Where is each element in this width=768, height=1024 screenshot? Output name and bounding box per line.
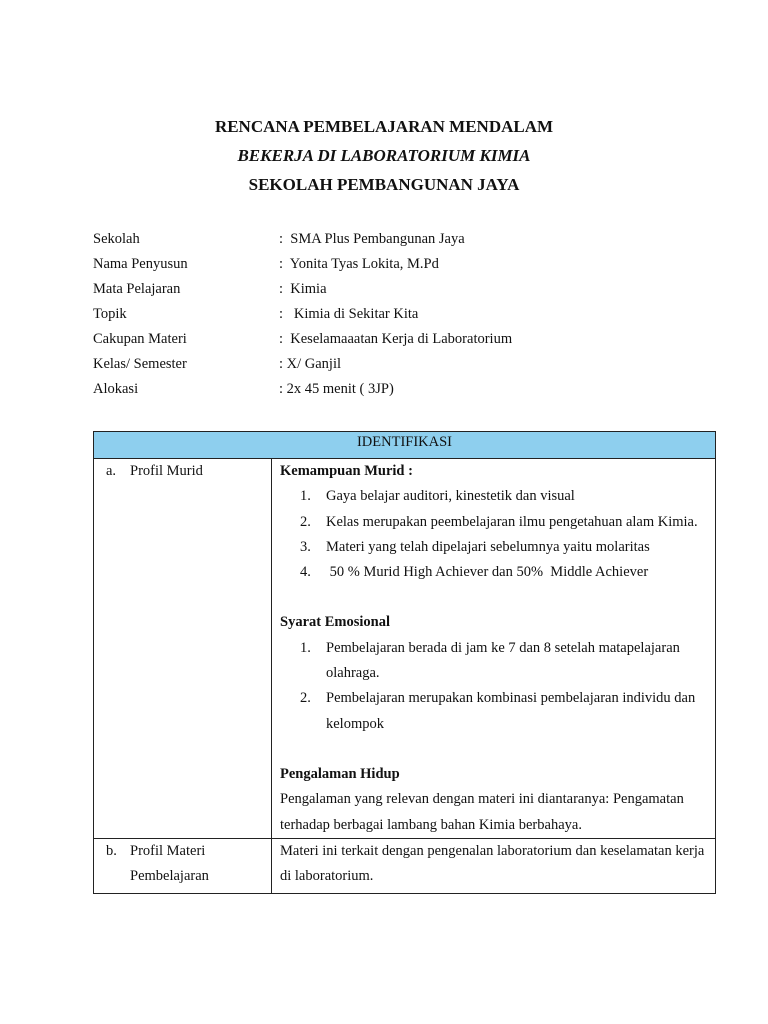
row-content-cell <box>272 459 716 839</box>
table-row <box>94 459 716 839</box>
info-row-kelas <box>93 354 713 379</box>
section-title-kemampuan: Kemampuan Murid : <box>280 463 413 479</box>
document-subtitle: BEKERJA DI LABORATORIUM KIMIA <box>237 146 531 165</box>
row-marker: a. <box>106 463 117 479</box>
info-list <box>93 229 713 404</box>
info-label: Kelas/ Semester <box>93 356 187 372</box>
info-label: Nama Penyusun <box>93 256 188 272</box>
row-marker: b. <box>106 842 117 859</box>
info-value: : Kimia <box>279 281 327 297</box>
row-content-cell <box>272 838 716 894</box>
info-value: : Kimia di Sekitar Kita <box>279 306 419 322</box>
list-item: 2. Pembelajaran merupakan kombinasi pembelajaran individu dan kelompok <box>300 690 696 732</box>
section-title-pengalaman: Pengalaman Hidup <box>280 765 400 782</box>
row-label: Profil Murid <box>130 463 203 479</box>
info-label: Mata Pelajaran <box>93 281 181 297</box>
section-title-emosional: Syarat Emosional <box>280 614 390 631</box>
list-item: 1. Gaya belajar auditori, kinestetik dan visual <box>300 488 575 505</box>
info-label: Cakupan Materi <box>93 331 187 347</box>
kemampuan-list <box>280 484 707 585</box>
info-row-cakupan <box>93 329 713 354</box>
info-row-mapel <box>93 279 713 304</box>
table-header-row <box>94 432 716 459</box>
info-value: : SMA Plus Pembangunan Jaya <box>279 231 465 247</box>
row-label-cell <box>94 838 272 894</box>
info-label: Sekolah <box>93 231 140 247</box>
school-title: SEKOLAH PEMBANGUNAN JAYA <box>248 175 520 194</box>
info-label: Alokasi <box>93 381 139 397</box>
info-value: : 2x 45 menit ( 3JP) <box>279 381 394 397</box>
info-value: : Yonita Tyas Lokita, M.Pd <box>279 256 439 272</box>
info-row-penyusun <box>93 254 713 279</box>
profil-materi-text: Materi ini terkait dengan pengenalan laboratorium dan keselamatan kerja di laboratorium. <box>280 842 705 885</box>
list-item: 4. 50 % Murid High Achiever dan 50% Middle Achiever <box>300 564 649 581</box>
info-row-alokasi <box>93 379 713 404</box>
identifikasi-table <box>93 431 716 894</box>
list-item: 1. Pembelajaran berada di jam ke 7 dan 8 setelah matapelajaran olahraga. <box>300 639 680 682</box>
pengalaman-text: Pengalaman yang relevan dengan materi ini diantaranya: Pengamatan terhadap berbagai lambang bahan Kimia berbahaya. <box>280 791 684 833</box>
table-header: IDENTIFIKASI <box>94 432 716 459</box>
document-title-block <box>0 112 768 199</box>
info-row-topik <box>93 304 713 329</box>
list-item: 3. Materi yang telah dipelajari sebelumnya yaitu molaritas <box>300 538 650 555</box>
row-label: Profil Materi Pembelajaran <box>130 842 209 884</box>
table-row <box>94 838 716 894</box>
row-label-cell <box>94 459 272 839</box>
info-value: : X/ Ganjil <box>279 356 342 372</box>
list-item: 2. Kelas merupakan peembelajaran ilmu pengetahuan alam Kimia. <box>300 513 698 530</box>
document-title: RENCANA PEMBELAJARAN MENDALAM <box>214 117 554 136</box>
emosional-list <box>280 636 707 737</box>
info-label: Topik <box>93 306 127 322</box>
info-value: : Keselamaaatan Kerja di Laboratorium <box>279 331 513 347</box>
info-row-sekolah <box>93 229 713 254</box>
